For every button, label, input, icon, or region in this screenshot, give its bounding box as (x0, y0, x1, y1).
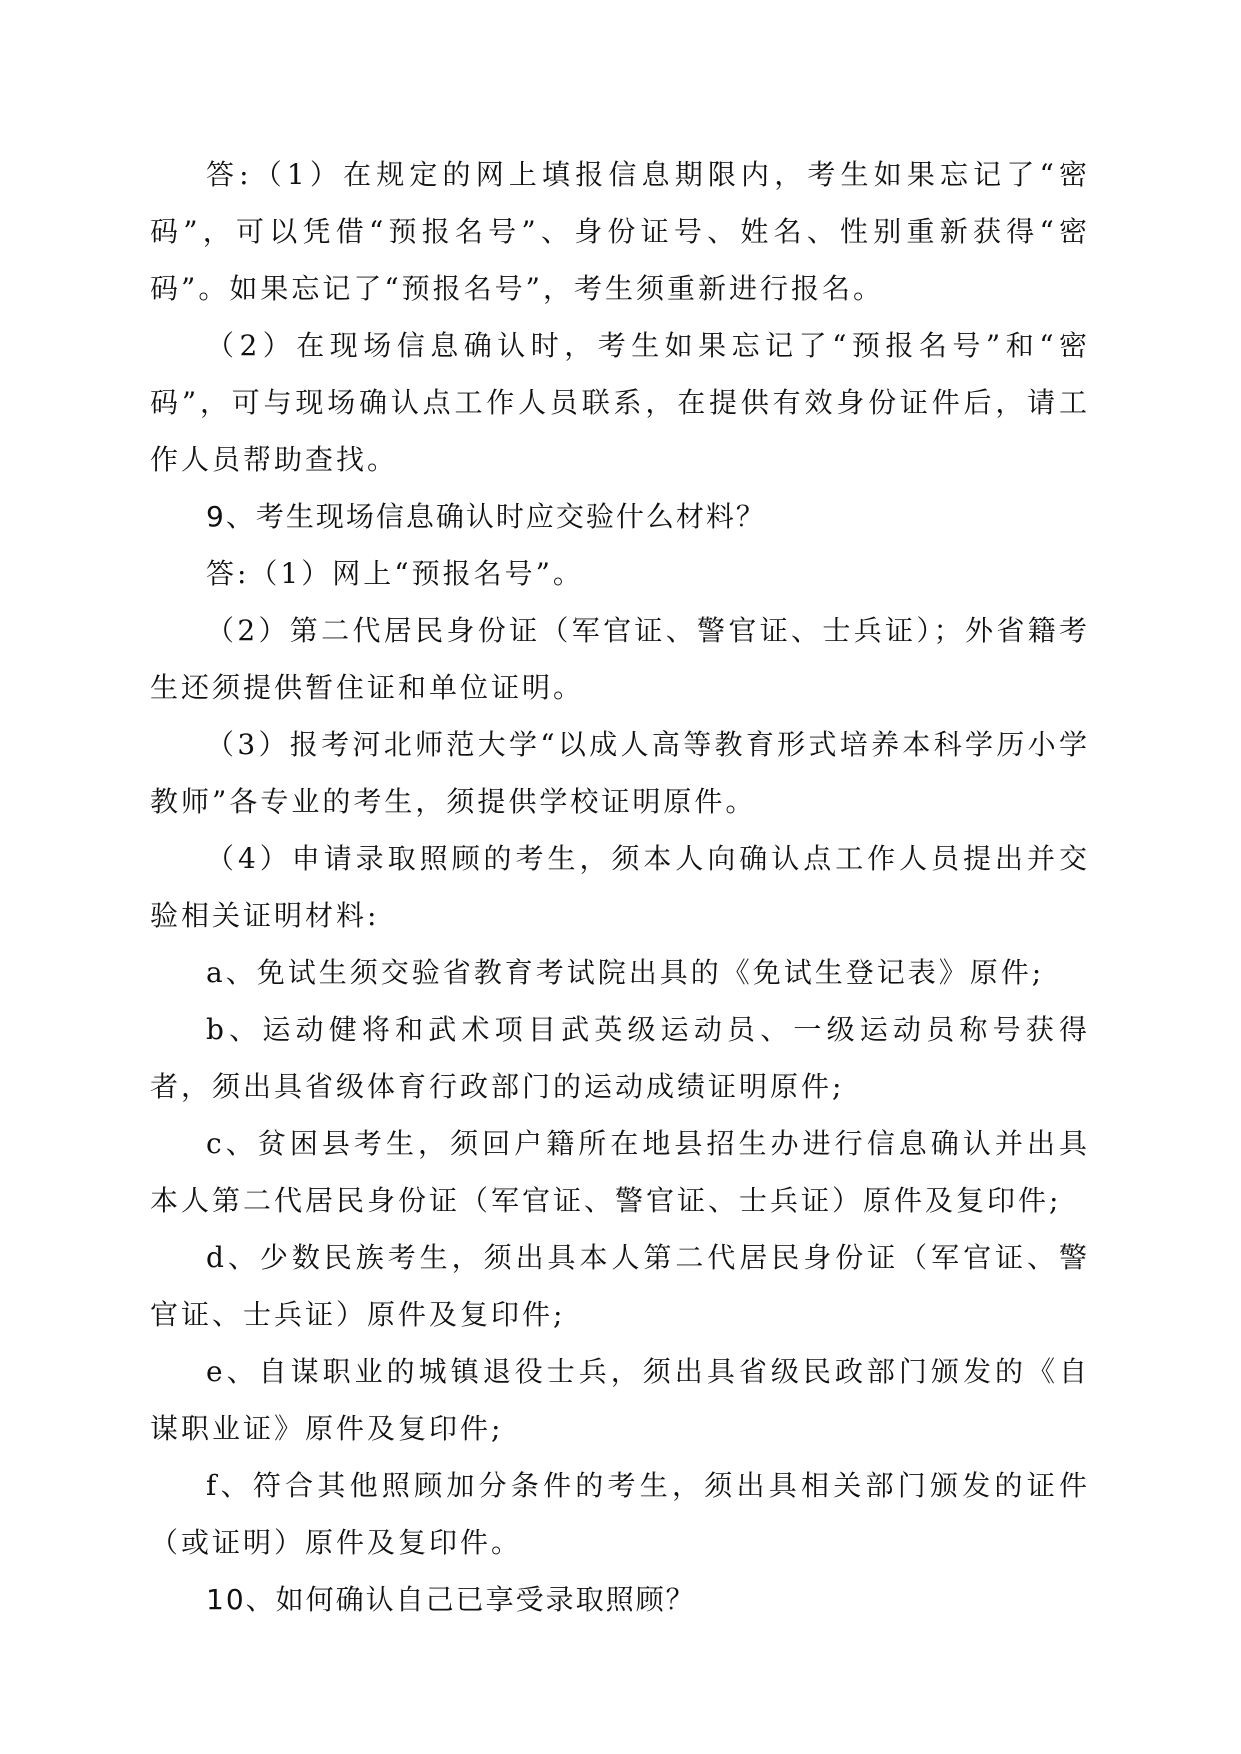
document-body (150, 146, 1090, 1628)
answer-paragraph: 答:（1）网上“预报名号”。 (206, 557, 584, 590)
answer-paragraph: （2）在现场信息确认时，考生如果忘记了“预报名号”和“密码”，可与现场确认点工作人员联系，在提供有效身份证件后，请工作人员帮助查找。 (150, 329, 1090, 476)
list-item: f、符合其他照顾加分条件的考生，须出具相关部门颁发的证件（或证明）原件及复印件。 (150, 1469, 1090, 1559)
answer-paragraph: （3）报考河北师范大学“以成人高等教育形式培养本科学历小学教师”各专业的考生，须提供学校证明原件。 (150, 728, 1090, 818)
list-item: d、少数民族考生，须出具本人第二代居民身份证（军官证、警官证、士兵证）原件及复印件; (150, 1241, 1090, 1331)
list-item: c、贫困县考生，须回户籍所在地县招生办进行信息确认并出具本人第二代居民身份证（军官证、警官证、士兵证）原件及复印件; (150, 1127, 1090, 1217)
list-item: a、免试生须交验省教育考试院出具的《免试生登记表》原件; (206, 956, 1045, 989)
answer-paragraph: （4）申请录取照顾的考生，须本人向确认点工作人员提出并交验相关证明材料: (150, 842, 1090, 932)
question-heading: 10、如何确认自己已享受录取照顾？ (206, 1583, 696, 1616)
answer-paragraph: 答:（1）在规定的网上填报信息期限内，考生如果忘记了“密码”，可以凭借“预报名号”、身份证号、姓名、性别重新获得“密码”。如果忘记了“预报名号”，考生须重新进行报名。 (150, 158, 1090, 305)
question-heading: 9、考生现场信息确认时应交验什么材料？ (206, 500, 766, 533)
list-item: e、自谋职业的城镇退役士兵，须出具省级民政部门颁发的《自谋职业证》原件及复印件; (150, 1355, 1090, 1445)
list-item: b、运动健将和武术项目武英级运动员、一级运动员称号获得者，须出具省级体育行政部门的运动成绩证明原件; (150, 1013, 1090, 1103)
answer-paragraph: （2）第二代居民身份证（军官证、警官证、士兵证）；外省籍考生还须提供暂住证和单位证明。 (150, 614, 1090, 704)
